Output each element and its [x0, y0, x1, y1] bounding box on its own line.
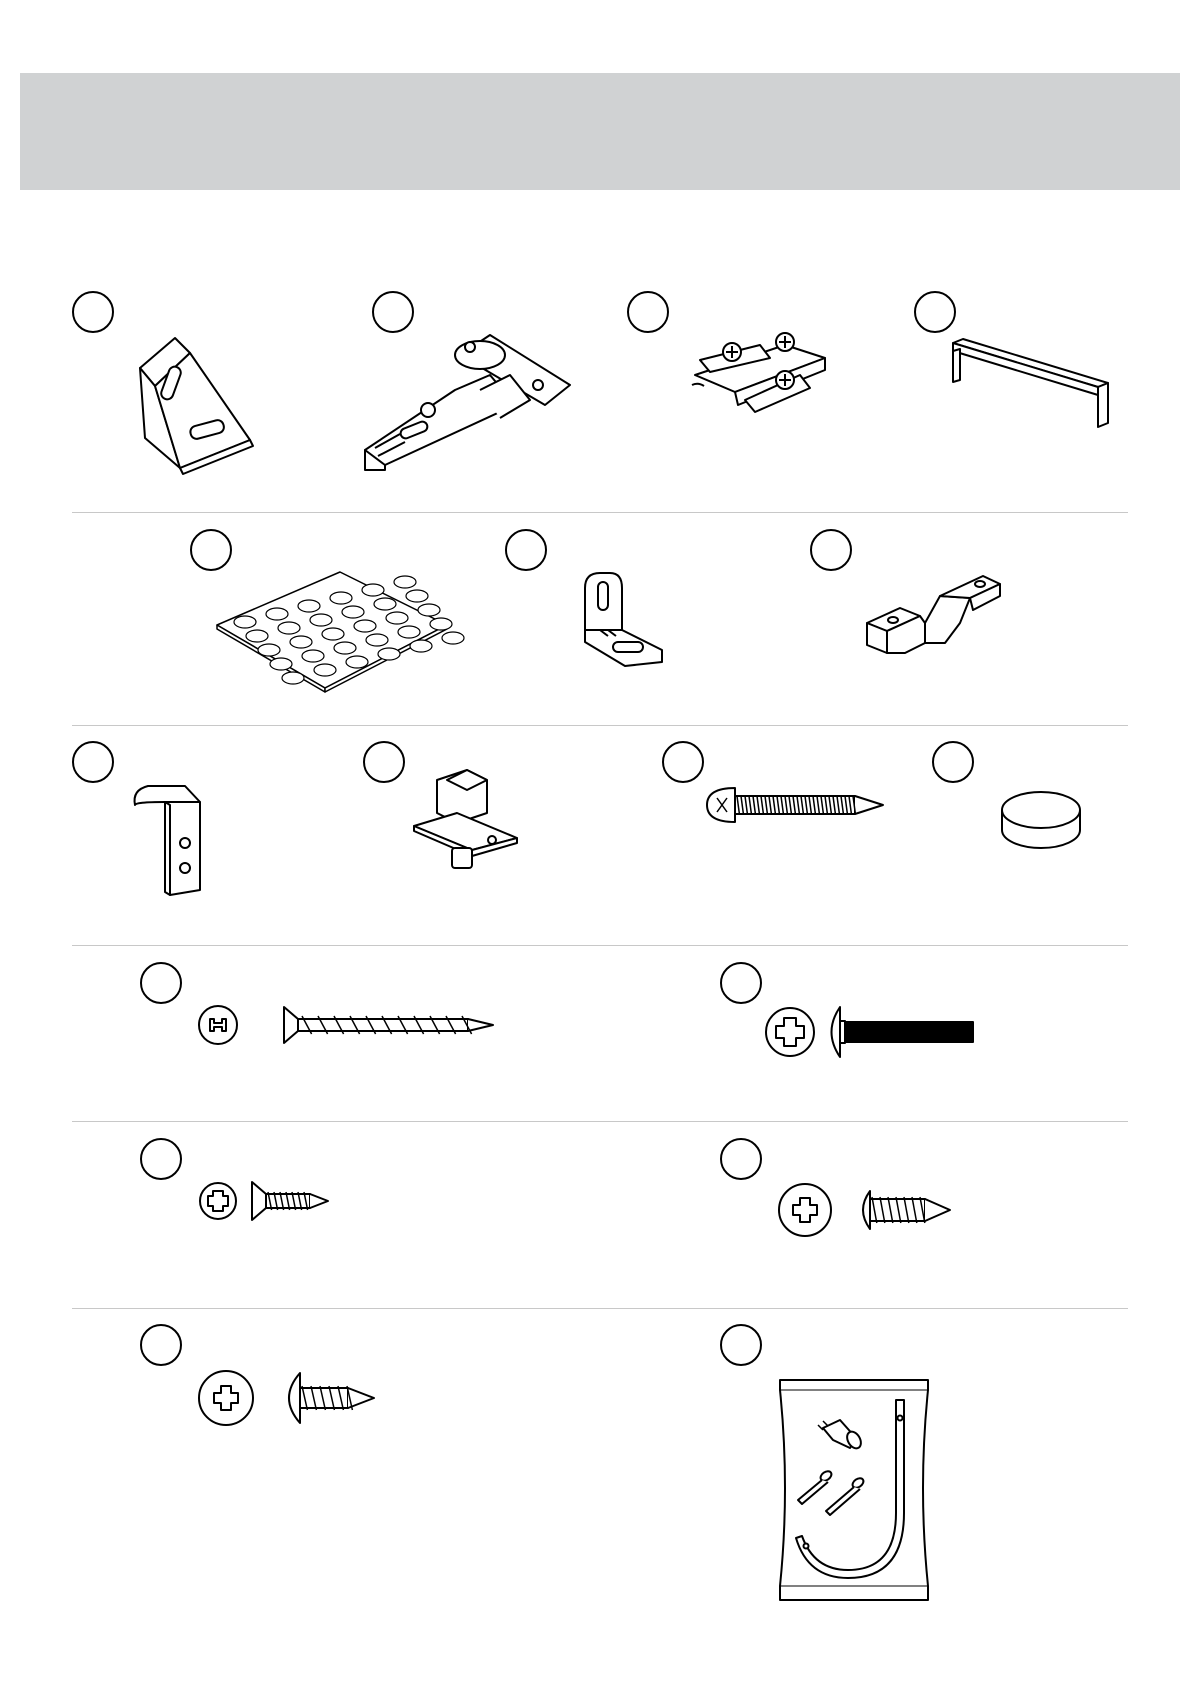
part-callout	[720, 962, 762, 1004]
long-truss-screw-icon	[705, 780, 885, 830]
offset-bracket-icon	[865, 568, 1005, 663]
header-bar	[20, 73, 1180, 190]
handle-icon	[948, 335, 1113, 430]
row-divider	[72, 1121, 1128, 1122]
concealed-hinge-icon	[360, 330, 575, 470]
part-callout	[140, 1138, 182, 1180]
part-callout	[810, 529, 852, 571]
machine-screw-icon	[765, 1005, 985, 1060]
round-cap-icon	[1000, 788, 1082, 850]
part-callout	[72, 291, 114, 333]
part-callout	[932, 741, 974, 783]
row-divider	[72, 512, 1128, 513]
hinge-mounting-plate-icon	[690, 330, 830, 415]
part-callout	[662, 741, 704, 783]
part-callout	[363, 741, 405, 783]
shelf-support-pin-icon	[412, 768, 522, 873]
pan-head-screw-icon	[778, 1183, 953, 1238]
part-callout	[505, 529, 547, 571]
row-divider	[72, 725, 1128, 726]
bumper-pad-sheet-icon	[215, 570, 450, 695]
corner-block-icon	[135, 328, 255, 478]
truss-head-screw-icon	[198, 1368, 378, 1428]
part-callout	[627, 291, 669, 333]
small-l-bracket-icon	[130, 780, 210, 900]
part-callout	[190, 529, 232, 571]
part-callout	[720, 1324, 762, 1366]
l-bracket-icon	[580, 570, 665, 670]
wall-anchor-kit-icon	[778, 1378, 930, 1603]
short-flat-head-screw-icon	[198, 1180, 333, 1222]
row-divider	[72, 945, 1128, 946]
part-callout	[720, 1138, 762, 1180]
part-callout	[914, 291, 956, 333]
row-divider	[72, 1308, 1128, 1309]
part-callout	[72, 741, 114, 783]
part-callout	[372, 291, 414, 333]
part-callout	[140, 962, 182, 1004]
flat-head-wood-screw-icon	[198, 1003, 498, 1053]
part-callout	[140, 1324, 182, 1366]
